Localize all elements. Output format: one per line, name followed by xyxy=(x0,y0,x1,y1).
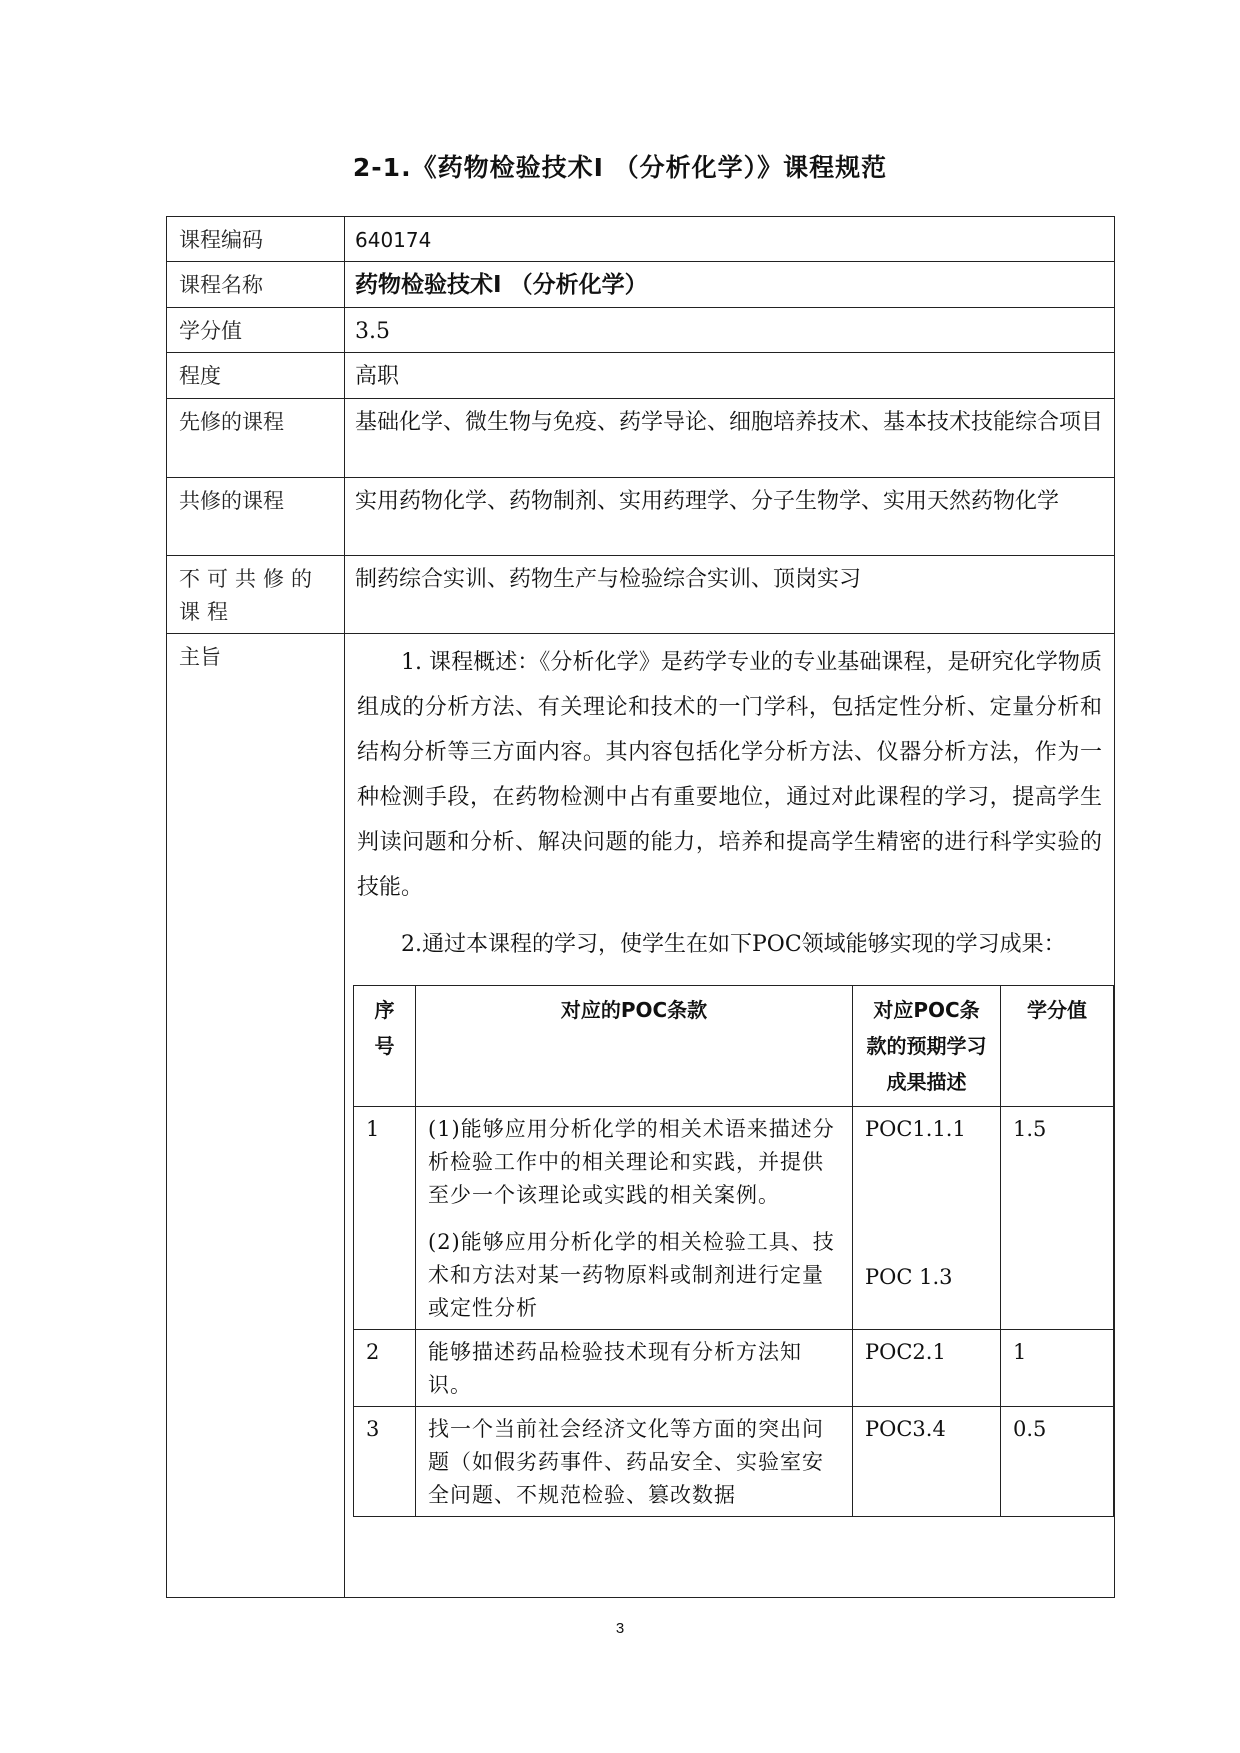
poc-row-no: 3 xyxy=(354,1407,416,1517)
aim-paragraph-overview: 1. 课程概述：《分析化学》是药学专业的专业基础课程，是研究化学物质组成的分析方法、有关理论和技术的一门学科，包括定性分析、定量分析和结构分析等三方面内容。其内容包括化学分析方法、仪器分析方法，作为一种检测手段，在药物检测中占有重要地位，通过对此课程的学习，提高学生判读问题和分析、解决问题的能力，培养和提高学生精密的进行科学实验的技能。 xyxy=(357,650,1102,900)
poc-row-code xyxy=(853,1107,1001,1330)
value-credit: 3.5 xyxy=(345,308,1115,353)
poc-row-description xyxy=(416,1107,853,1330)
value-exclusions: 制药综合实训、药物生产与检验综合实训、顶岗实习 xyxy=(345,556,1115,634)
row-level xyxy=(167,353,1115,399)
row-course-code xyxy=(167,217,1115,262)
poc-row-description: 能够描述药品检验技术现有分析方法知识。 xyxy=(416,1330,853,1407)
row-aim xyxy=(167,634,1115,1598)
label-level: 程度 xyxy=(167,353,345,399)
page-title: 2-1.《药物检验技术Ⅰ （分析化学）》课程规范 xyxy=(352,153,888,182)
page-number: 3 xyxy=(615,1620,625,1637)
aim-paragraph-outcomes: 2.通过本课程的学习，使学生在如下POC领域能够实现的学习成果： xyxy=(401,932,1066,957)
poc-row-code: POC2.1 xyxy=(853,1330,1001,1407)
poc-row-credit: 0.5 xyxy=(1001,1407,1114,1517)
poc-row-code: POC3.4 xyxy=(853,1407,1001,1517)
poc-header-no: 序号 xyxy=(354,986,416,1107)
poc-row-credit: 1 xyxy=(1001,1330,1114,1407)
table-row xyxy=(354,1107,1114,1330)
poc-row-description-part: (1)能够应用分析化学的相关术语来描述分析检验工作中的相关理论和实践，并提供至少一个该理论或实践的相关案例。 xyxy=(428,1117,835,1207)
row-course-name xyxy=(167,262,1115,308)
table-row xyxy=(354,1330,1114,1407)
label-prerequisites: 先修的课程 xyxy=(167,399,345,478)
poc-row-description-part: (2)能够应用分析化学的相关检验工具、技术和方法对某一药物原料或制剂进行定量或定性分析 xyxy=(428,1230,835,1320)
poc-code: POC 1.3 xyxy=(865,1265,953,1289)
label-course-name: 课程名称 xyxy=(167,262,345,308)
course-spec-table xyxy=(166,216,1115,1598)
poc-header-clause: 对应的POC条款 xyxy=(416,986,853,1107)
poc-row-no: 2 xyxy=(354,1330,416,1407)
label-course-code: 课程编码 xyxy=(167,217,345,262)
value-corequisites: 实用药物化学、药物制剂、实用药理学、分子生物学、实用天然药物化学 xyxy=(345,478,1115,556)
poc-header-row xyxy=(354,986,1114,1107)
row-prerequisites xyxy=(167,399,1115,478)
table-row xyxy=(354,1407,1114,1517)
poc-header-credit: 学分值 xyxy=(1001,986,1114,1107)
value-course-name: 药物检验技术Ⅰ （分析化学） xyxy=(345,262,1115,308)
row-exclusions xyxy=(167,556,1115,634)
poc-row-credit: 1.5 xyxy=(1001,1107,1114,1330)
row-credit xyxy=(167,308,1115,353)
row-corequisites xyxy=(167,478,1115,556)
poc-table xyxy=(353,985,1114,1517)
poc-code: POC1.1.1 xyxy=(865,1117,966,1141)
poc-header-outcome: 对应POC条款的预期学习成果描述 xyxy=(853,986,1001,1107)
label-aim: 主旨 xyxy=(167,634,345,1598)
value-prerequisites: 基础化学、微生物与免疫、药学导论、细胞培养技术、基本技术技能综合项目 xyxy=(345,399,1115,478)
poc-row-no: 1 xyxy=(354,1107,416,1330)
value-course-code: 640174 xyxy=(345,217,1115,262)
label-corequisites: 共修的课程 xyxy=(167,478,345,556)
label-credit: 学分值 xyxy=(167,308,345,353)
aim-content xyxy=(345,634,1115,1598)
poc-row-description: 找一个当前社会经济文化等方面的突出问题（如假劣药事件、药品安全、实验室安全问题、不规范检验、篡改数据 xyxy=(416,1407,853,1517)
label-exclusions: 不可共修的课程 xyxy=(167,556,345,634)
value-level: 高职 xyxy=(345,353,1115,399)
